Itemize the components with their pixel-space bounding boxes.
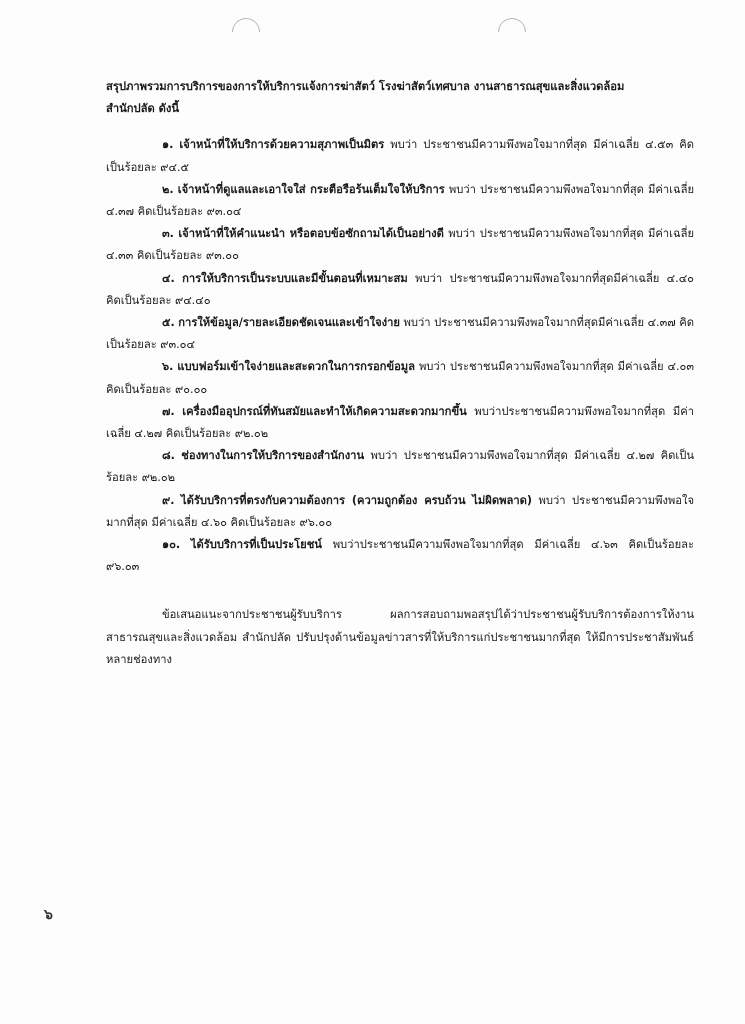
item-number: ๒. <box>162 182 174 196</box>
item-result: พบว่า ประชาชนมีความพึงพอใจมากที่สุดมีค่าเฉลี่ย ๔.๔๐ คิดเป็นร้อยละ ๙๔.๔๐ <box>106 271 695 307</box>
item-title: เจ้าหน้าที่ดูแลและเอาใจใส่ กระตือรือร้นเต็มใจให้บริการ <box>177 182 445 196</box>
item-result: พบว่าประชาชนมีความพึงพอใจมากที่สุด มีค่าเฉลี่ย ๔.๖๓ คิดเป็นร้อยละ ๙๖.๐๓ <box>106 538 694 574</box>
heading-line-2: สำนักปลัด ดังนี้ <box>106 102 180 116</box>
item-result: พบว่า ประชาชนมีความพึงพอใจมากที่สุด มีค่าเฉลี่ย ๔.๓๗ คิดเป็นร้อยละ ๙๓.๐๔ <box>106 182 695 219</box>
document-heading <box>106 76 694 120</box>
document-body <box>106 76 694 682</box>
item-number: ๓. <box>162 227 174 241</box>
result-item <box>106 401 694 445</box>
item-result: พบว่า ประชาชนมีความพึงพอใจมากที่สุด มีค่าเฉลี่ย ๔.๒๗ คิดเป็นร้อยละ ๙๒.๐๒ <box>106 449 694 485</box>
result-item <box>106 223 694 267</box>
heading-line-1: สรุปภาพรวมการบริการของการให้บริการแจ้งการฆ่าสัตว์ โรงฆ่าสัตว์เทศบาล งานสาธารณสุขและสิ่งแวดล้อม <box>106 80 625 93</box>
item-result: พบว่า ประชาชนมีความพึงพอใจมากที่สุด มีค่าเฉลี่ย ๔.๓๓ คิดเป็นร้อยละ ๙๓.๐๐ <box>106 227 694 263</box>
item-title: เจ้าหน้าที่ให้บริการด้วยความสุภาพเป็นมิตร <box>179 138 385 152</box>
result-item <box>106 490 694 534</box>
item-number: ๔. <box>162 271 175 285</box>
suggestion-text: ข้อเสนอแนะจากประชาชนผู้รับบริการ ผลการสอบถามพอสรุปได้ว่าประชาชนผู้รับบริการต้องการให้งานสาธารณสุขและสิ่งแวดล้อม สำนักปลัด ปรับปรุงด้านข้อมูลข่าวสารที่ให้บริการแก่ประชาชนมากที่สุด ให้มีการประชาสัมพันธ์หลายช่องทาง <box>106 608 694 666</box>
item-number: ๙. <box>162 493 175 507</box>
item-title: ช่องทางในการให้บริการของสำนักงาน <box>181 449 365 463</box>
item-result: พบว่า ประชาชนมีความพึงพอใจมากที่สุด มีค่าเฉลี่ย ๔.๖๐ คิดเป็นร้อยละ ๙๖.๐๐ <box>106 493 695 529</box>
item-number: ๑. <box>162 138 174 152</box>
item-result: พบว่า ประชาชนมีความพึงพอใจมากที่สุด มีค่าเฉลี่ย ๔.๕๓ คิดเป็นร้อยละ ๙๔.๕ <box>106 138 695 174</box>
suggestion-paragraph <box>106 604 694 671</box>
result-item <box>106 268 694 312</box>
item-title: การให้บริการเป็นระบบและมีขั้นตอนที่เหมาะสม <box>182 271 408 285</box>
result-item <box>106 312 694 356</box>
result-item <box>106 134 694 178</box>
item-number: ๕. <box>162 316 175 330</box>
result-item <box>106 534 694 578</box>
item-title: การให้ข้อมูล/รายละเอียดชัดเจนและเข้าใจง่าย <box>178 316 400 330</box>
item-title: แบบฟอร์มเข้าใจง่ายและสะดวกในการกรอกข้อมูล <box>177 360 416 374</box>
item-number: ๘. <box>162 449 175 463</box>
item-result: พบว่า ประชาชนมีความพึงพอใจมากที่สุดมีค่าเฉลี่ย ๔.๓๗ คิดเป็นร้อยละ ๙๓.๐๔ <box>106 316 694 352</box>
punch-hole-mark <box>226 12 266 52</box>
item-title: เครื่องมืออุปกรณ์ที่ทันสมัยและทำให้เกิดความสะดวกมากขึ้น <box>182 404 467 418</box>
page-number: ๖ <box>44 907 53 923</box>
item-result: พบว่าประชาชนมีความพึงพอใจมากที่สุด มีค่าเฉลี่ย ๔.๒๗ คิดเป็นร้อยละ ๙๒.๐๒ <box>106 404 694 441</box>
punch-hole-mark <box>492 12 532 52</box>
result-item <box>106 179 694 223</box>
result-item <box>106 356 694 400</box>
item-number: ๑๐. <box>162 538 181 552</box>
item-number: ๖. <box>162 360 174 374</box>
item-title: ได้รับบริการที่เป็นประโยชน์ <box>190 538 322 552</box>
item-result: พบว่า ประชาชนมีความพึงพอใจมากที่สุด มีค่าเฉลี่ย ๔.๐๓ คิดเป็นร้อยละ ๙๐.๐๐ <box>106 360 694 396</box>
item-title: ได้รับบริการที่ตรงกับความต้องการ (ความถูกต้อง ครบถ้วน ไม่ผิดพลาด) <box>180 493 533 507</box>
result-item <box>106 445 694 489</box>
item-title: เจ้าหน้าที่ให้คำแนะนำ หรือตอบข้อซักถามได้เป็นอย่างดี <box>178 227 444 241</box>
result-list <box>106 134 694 578</box>
item-number: ๗. <box>162 404 175 418</box>
